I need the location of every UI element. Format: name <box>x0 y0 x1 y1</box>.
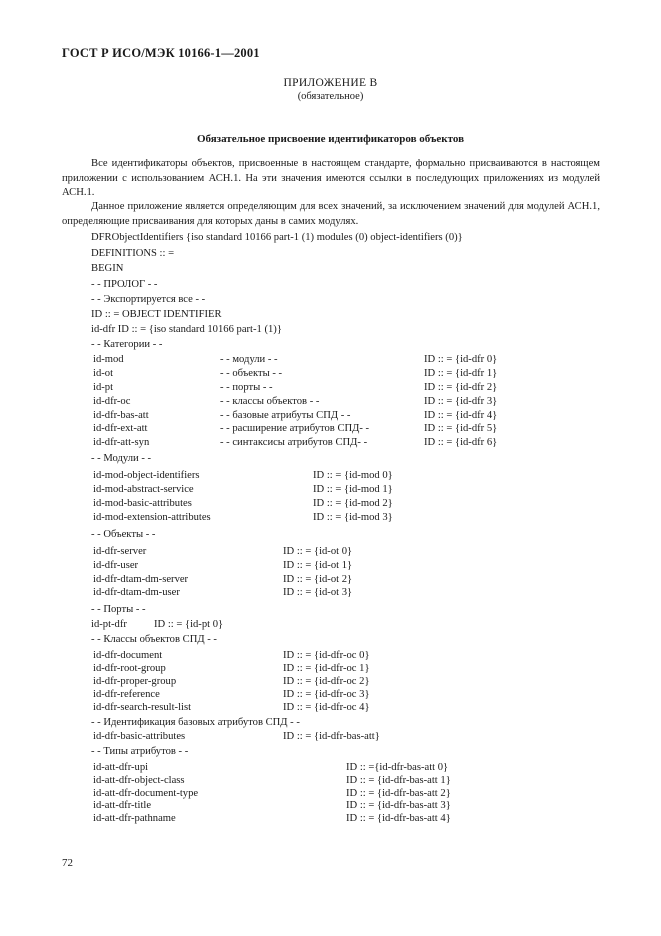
attr-type-name: id-att-dfr-title <box>93 800 152 811</box>
class-name: id-dfr-root-group <box>93 663 166 674</box>
asn-comment-prolog: - - ПРОЛОГ - - <box>91 279 158 290</box>
attr-type-name: id-att-dfr-pathname <box>93 813 176 824</box>
page-number: 72 <box>62 857 73 869</box>
attr-types-heading: - - Типы атрибутов - - <box>91 746 189 757</box>
attr-type-value: ID :: = {id-dfr-bas-att 4} <box>346 813 451 824</box>
asn-begin: BEGIN <box>91 263 124 274</box>
objects-heading: - - Объекты - - <box>91 529 156 540</box>
category-name: id-dfr-bas-att <box>93 410 149 421</box>
port-name: id-pt-dfr <box>91 619 127 630</box>
class-value: ID :: = {id-dfr-oc 0} <box>283 650 370 661</box>
object-value: ID :: = {id-ot 3} <box>283 587 353 598</box>
class-name: id-dfr-search-result-list <box>93 702 192 713</box>
category-name: id-dfr-oc <box>93 396 131 407</box>
attr-type-value: ID :: ={id-dfr-bas-att 0} <box>346 762 449 773</box>
class-value: ID :: = {id-dfr-oc 3} <box>283 689 370 700</box>
modules-heading: - - Модули - - <box>91 453 152 464</box>
object-value: ID :: = {id-ot 0} <box>283 546 353 557</box>
asn-comment-categories: - - Категории - - <box>91 339 163 350</box>
paragraph-1: Все идентификаторы объектов, присвоенные в настоящем стандарте, формально присваиваются в настоящем приложении с использованием АСН.1. На эти значения имеются ссылки в последующих приложениях из модулей АСН.1. <box>62 158 600 198</box>
module-name: id-mod-object-identifiers <box>93 470 200 481</box>
document-header: ГОСТ Р ИСО/МЭК 10166-1—2001 <box>62 46 260 60</box>
class-value: ID :: = {id-dfr-oc 2} <box>283 676 370 687</box>
category-value: ID :: = {id-dfr 3} <box>424 396 498 407</box>
category-comment: - - базовые атрибуты СПД - - <box>220 410 351 421</box>
asn-definitions: DEFINITIONS :: = <box>91 248 175 259</box>
attr-type-value: ID :: = {id-dfr-bas-att 2} <box>346 788 451 799</box>
appendix-title: ПРИЛОЖЕНИЕ В <box>283 77 378 89</box>
category-comment: - - классы объектов - - <box>220 396 320 407</box>
category-value: ID :: = {id-dfr 5} <box>424 423 498 434</box>
attr-type-name: id-att-dfr-object-class <box>93 775 185 786</box>
class-name: id-dfr-reference <box>93 689 160 700</box>
class-name: id-dfr-document <box>93 650 163 661</box>
asn-module-header: DFRObjectIdentifiers {iso standard 10166 part-1 (1) modules (0) object-identifiers (0)} <box>91 232 463 243</box>
category-comment: - - объекты - - <box>220 368 283 379</box>
asn-id-type: ID :: = OBJECT IDENTIFIER <box>91 309 222 320</box>
category-comment: - - расширение атрибутов СПД- - <box>220 423 370 434</box>
object-value: ID :: = {id-ot 2} <box>283 574 353 585</box>
class-value: ID :: = {id-dfr-oc 1} <box>283 663 370 674</box>
module-name: id-mod-abstract-service <box>93 484 194 495</box>
category-comment: - - порты - - <box>220 382 273 393</box>
module-value: ID :: = {id-mod 3} <box>313 512 393 523</box>
classes-heading: - - Классы объектов СПД - - <box>91 634 217 645</box>
object-name: id-dfr-server <box>93 546 147 557</box>
category-value: ID :: = {id-dfr 6} <box>424 437 498 448</box>
port-value: ID :: = {id-pt 0} <box>154 619 224 630</box>
category-value: ID :: = {id-dfr 4} <box>424 410 498 421</box>
object-name: id-dfr-user <box>93 560 139 571</box>
category-value: ID :: = {id-dfr 1} <box>424 368 498 379</box>
module-value: ID :: = {id-mod 1} <box>313 484 393 495</box>
category-value: ID :: = {id-dfr 0} <box>424 354 498 365</box>
module-name: id-mod-extension-attributes <box>93 512 211 523</box>
category-name: id-mod <box>93 354 124 365</box>
module-value: ID :: = {id-mod 0} <box>313 470 393 481</box>
section-title: Обязательное присвоение идентификаторов объектов <box>196 133 465 145</box>
category-name: id-pt <box>93 382 114 393</box>
asn-comment-export: - - Экспортируется все - - <box>91 294 206 305</box>
category-comment: - - синтаксисы атрибутов СПД- - <box>220 437 368 448</box>
category-name: id-dfr-att-syn <box>93 437 150 448</box>
attr-type-value: ID :: = {id-dfr-bas-att 1} <box>346 775 451 786</box>
basic-attr-heading: - - Идентификация базовых атрибутов СПД - - <box>91 717 300 728</box>
basic-attr-value: ID :: = {id-dfr-bas-att} <box>283 731 380 742</box>
class-name: id-dfr-proper-group <box>93 676 177 687</box>
attr-type-value: ID :: = {id-dfr-bas-att 3} <box>346 800 451 811</box>
object-name: id-dfr-dtam-dm-server <box>93 574 189 585</box>
module-name: id-mod-basic-attributes <box>93 498 192 509</box>
category-name: id-ot <box>93 368 114 379</box>
object-name: id-dfr-dtam-dm-user <box>93 587 180 598</box>
object-value: ID :: = {id-ot 1} <box>283 560 353 571</box>
category-name: id-dfr-ext-att <box>93 423 148 434</box>
category-comment: - - модули - - <box>220 354 278 365</box>
basic-attr-name: id-dfr-basic-attributes <box>93 731 186 742</box>
appendix-subtitle: (обязательное) <box>297 91 364 102</box>
attr-type-name: id-att-dfr-document-type <box>93 788 199 799</box>
paragraph-2: Данное приложение является определяющим для всех значений, за исключением значений для модулей АСН.1, определяющие присваивания для которых даны в самих модулях. <box>62 201 600 227</box>
module-value: ID :: = {id-mod 2} <box>313 498 393 509</box>
ports-heading: - - Порты - - <box>91 604 146 615</box>
attr-type-name: id-att-dfr-upi <box>93 762 149 773</box>
asn-id-dfr: id-dfr ID :: = {iso standard 10166 part-1 (1)} <box>91 324 282 335</box>
class-value: ID :: = {id-dfr-oc 4} <box>283 702 370 713</box>
category-value: ID :: = {id-dfr 2} <box>424 382 498 393</box>
